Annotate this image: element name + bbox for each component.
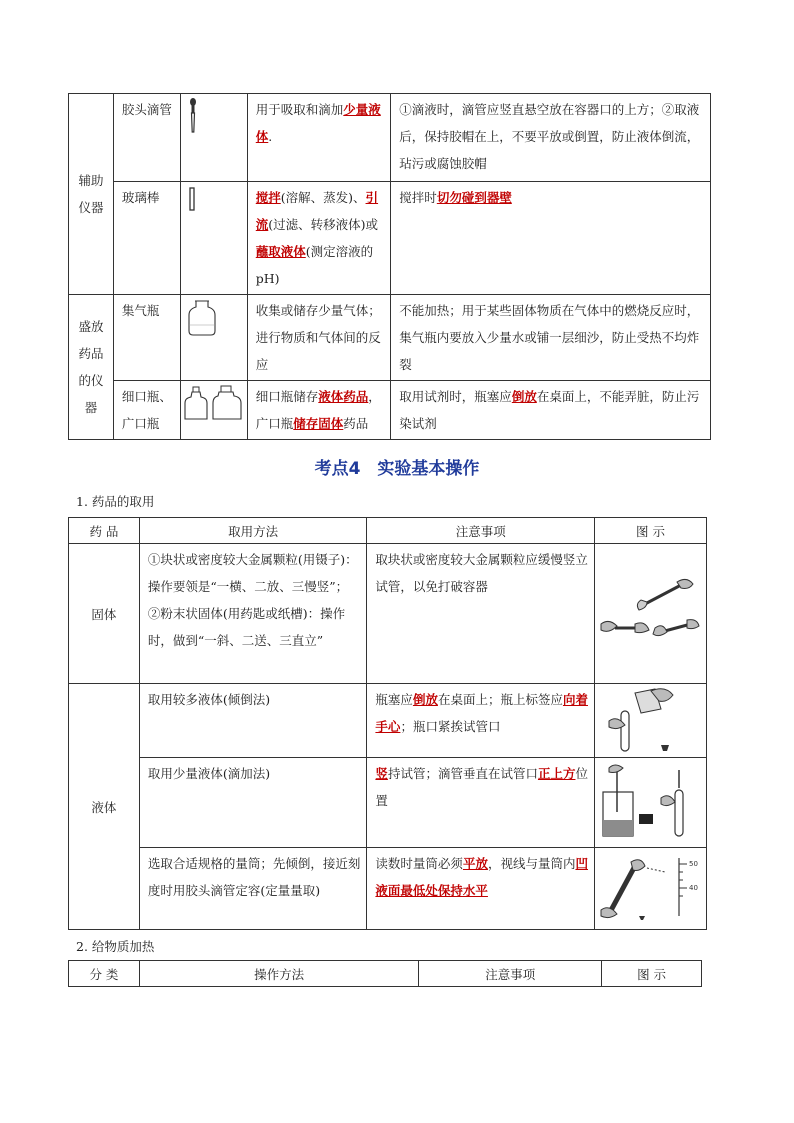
- scale-label-bottom: 40: [688, 883, 698, 892]
- text-segment: 细口瓶储存: [255, 389, 319, 404]
- text-segment: 位置: [375, 766, 588, 808]
- key-term: 倒放: [511, 389, 537, 404]
- note-text: [367, 544, 594, 602]
- note-text: [391, 182, 710, 213]
- dropping-illustration: [595, 762, 703, 844]
- text-segment: ②粉末状固体(用药匙或纸槽)：操作时，做到“一斜、二送、三直立”: [147, 606, 346, 648]
- text-segment: ；瓶口紧挨试管口: [400, 719, 501, 734]
- liquid-label: 液体: [69, 684, 140, 930]
- instrument-name: 胶头滴管: [113, 94, 180, 182]
- text-segment: ①块状或密度较大金属颗粒(用镊子)：操作要领是“一横、二放、三慢竖”；: [147, 552, 358, 594]
- text-segment: 在桌面上；瓶上标签应: [437, 692, 563, 707]
- liquid-method: 取用少量液体(滴加法): [139, 758, 367, 848]
- text-segment: 药品: [343, 416, 369, 431]
- instrument-use: [247, 295, 391, 381]
- apparatus-table: [68, 93, 711, 440]
- instrument-use: [247, 94, 391, 182]
- hands-tube-illustration: [595, 574, 703, 654]
- use-text: [248, 381, 391, 439]
- method-text: [140, 544, 367, 656]
- group-label-aux: 辅助仪器: [69, 94, 114, 295]
- key-term: 向着手心: [375, 692, 588, 734]
- dropper-figure: [594, 758, 706, 848]
- key-term: 切勿碰到器壁: [436, 190, 512, 205]
- liquid-method: 取用较多液体(倾倒法): [139, 684, 367, 758]
- text-segment: 瓶塞应: [375, 692, 413, 707]
- use-text: [248, 182, 391, 294]
- dropper-icon: [181, 94, 247, 144]
- measuring-cylinder-illustration: [595, 852, 703, 926]
- header-notes: 注意事项: [367, 518, 595, 544]
- text-segment: 搅拌时: [399, 190, 437, 205]
- instrument-note: [391, 295, 711, 381]
- key-term: 液体药品: [318, 389, 369, 404]
- text-segment: (溶解、蒸发)、: [280, 190, 366, 205]
- key-term: 正上方: [537, 766, 576, 781]
- solid-method: [139, 544, 367, 684]
- text-segment: ，广口瓶: [255, 389, 381, 431]
- text-segment: 不能加热；用于某些固体物质在气体中的燃烧反应时，集气瓶内要放入少量水或铺一层细沙，防止受热不均炸裂: [399, 303, 700, 372]
- liquid-note: [367, 684, 595, 758]
- instrument-note: [391, 94, 711, 182]
- solid-note: [367, 544, 595, 684]
- reagent-bottles-icon: [181, 381, 247, 427]
- instrument-name: 细口瓶、广口瓶: [113, 381, 180, 440]
- key-term: 倒放: [412, 692, 438, 707]
- subheading-drug-taking: 1. 药品的取用: [76, 494, 155, 509]
- text-segment: ①滴液时，滴管应竖直悬空放在容器口的上方；②取液后，保持胶帽在上，不要平放或倒置，防止液体倒流，玷污或腐蚀胶帽: [399, 102, 700, 171]
- instrument-use: [247, 182, 391, 295]
- key-term: 竖: [375, 766, 388, 781]
- header-method: 操作方法: [139, 961, 419, 987]
- gas-bottle-icon: [181, 295, 247, 341]
- cylinder-figure: [594, 848, 706, 930]
- note-text: [367, 684, 594, 742]
- text-segment: (过滤、转移液体)或: [268, 217, 379, 232]
- key-term: 少量液体: [255, 102, 381, 144]
- text-segment: ，视线与量筒内: [487, 856, 576, 871]
- header-drug: 药 品: [69, 518, 140, 544]
- key-term: 搅拌: [255, 190, 281, 205]
- header-method: 取用方法: [139, 518, 367, 544]
- drug-taking-table: [68, 517, 707, 930]
- key-term: 蘸取液体: [255, 244, 306, 259]
- note-text: [391, 381, 710, 439]
- solid-figure: [594, 544, 706, 684]
- text-segment: (测定溶液的pH): [255, 244, 374, 286]
- use-text: [248, 295, 391, 380]
- instrument-image: [180, 94, 247, 182]
- group-label-store: 盛放药品的仪器: [69, 295, 114, 440]
- text-segment: 读数时量筒必须: [375, 856, 463, 871]
- text-segment: 用于吸取和滴加: [255, 102, 344, 117]
- subheading-heating: 2. 给物质加热: [76, 939, 155, 954]
- header-figure: 图 示: [594, 518, 706, 544]
- key-term: 储存固体: [293, 416, 344, 431]
- instrument-note: [391, 381, 711, 440]
- liquid-note: [367, 758, 595, 848]
- instrument-image: [180, 381, 247, 440]
- instrument-note: [391, 182, 711, 295]
- text-segment: 收集或储存少量气体；进行物质和气体间的反应: [255, 303, 381, 372]
- liquid-note: [367, 848, 595, 930]
- header-figure: 图 示: [602, 961, 702, 987]
- instrument-use: [247, 381, 391, 440]
- solid-label: 固体: [69, 544, 140, 684]
- instrument-image: [180, 182, 247, 295]
- header-category: 分 类: [69, 961, 140, 987]
- scale-label-top: 50: [688, 859, 698, 868]
- instrument-name: 玻璃棒: [113, 182, 180, 295]
- heating-table: [68, 960, 702, 987]
- note-text: [391, 295, 710, 380]
- use-text: [248, 94, 391, 152]
- liquid-method: 选取合适规格的量筒；先倾倒，接近刻度时用胶头滴管定容(定量量取): [139, 848, 367, 930]
- pouring-illustration: [595, 685, 703, 757]
- note-text: [367, 848, 594, 906]
- text-segment: 在桌面上，不能弄脏，防止污染试剂: [399, 389, 700, 431]
- header-notes: 注意事项: [419, 961, 602, 987]
- text-segment: 取用试剂时，瓶塞应: [399, 389, 512, 404]
- key-term: 平放: [462, 856, 488, 871]
- pour-figure: [594, 684, 706, 758]
- note-text: [391, 94, 710, 179]
- text-segment: 取块状或密度较大金属颗粒应缓慢竖立试管，以免打破容器: [375, 552, 588, 594]
- key-term: 引流: [255, 190, 379, 232]
- instrument-name: 集气瓶: [113, 295, 180, 381]
- text-segment: 持试管；滴管垂直在试管口: [387, 766, 538, 781]
- glass-rod-icon: [181, 182, 247, 222]
- key-term: 凹液面最低处保持水平: [375, 856, 588, 898]
- instrument-image: [180, 295, 247, 381]
- text-segment: .: [268, 129, 273, 144]
- note-text: [367, 758, 594, 816]
- section-title: 考点4 实验基本操作: [314, 459, 480, 479]
